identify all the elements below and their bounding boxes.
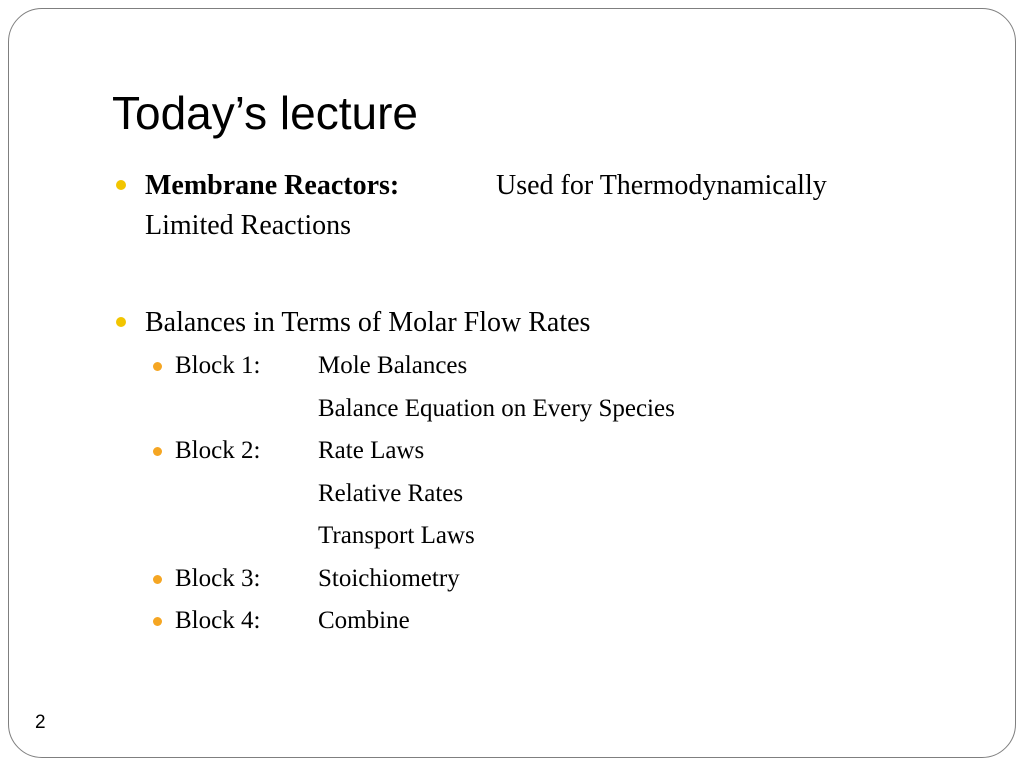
sub-bullet-dot-icon (153, 575, 162, 584)
bullet-1-text: Used for Thermodynamically (496, 170, 827, 201)
sub-bullet-dot-icon (153, 362, 162, 371)
bullet-dot-icon (116, 180, 126, 190)
block-3-label: Block 3: (175, 565, 261, 592)
block-1-line-1: Mole Balances (318, 352, 468, 379)
block-1-line-2: Balance Equation on Every Species (318, 395, 675, 422)
block-2-line-2: Relative Rates (318, 480, 464, 507)
block-1-label: Block 1: (175, 352, 261, 379)
bullet-1-lead: Membrane Reactors: (145, 170, 400, 201)
bullet-2-text: Balances in Terms of Molar Flow Rates (145, 307, 591, 338)
bullet-dot-icon (116, 317, 126, 327)
sub-bullet-dot-icon (153, 447, 162, 456)
block-4-label: Block 4: (175, 607, 261, 634)
block-2-label: Block 2: (175, 437, 261, 464)
bullet-1-continuation: Limited Reactions (145, 210, 352, 241)
block-3-line-1: Stoichiometry (318, 565, 460, 592)
slide-title: Today’s lecture (112, 87, 418, 139)
sub-bullet-dot-icon (153, 617, 162, 626)
page-number: 2 (35, 712, 46, 733)
block-2-line-3: Transport Laws (318, 522, 475, 549)
block-2-line-1: Rate Laws (318, 437, 425, 464)
block-4-line-1: Combine (318, 607, 410, 634)
